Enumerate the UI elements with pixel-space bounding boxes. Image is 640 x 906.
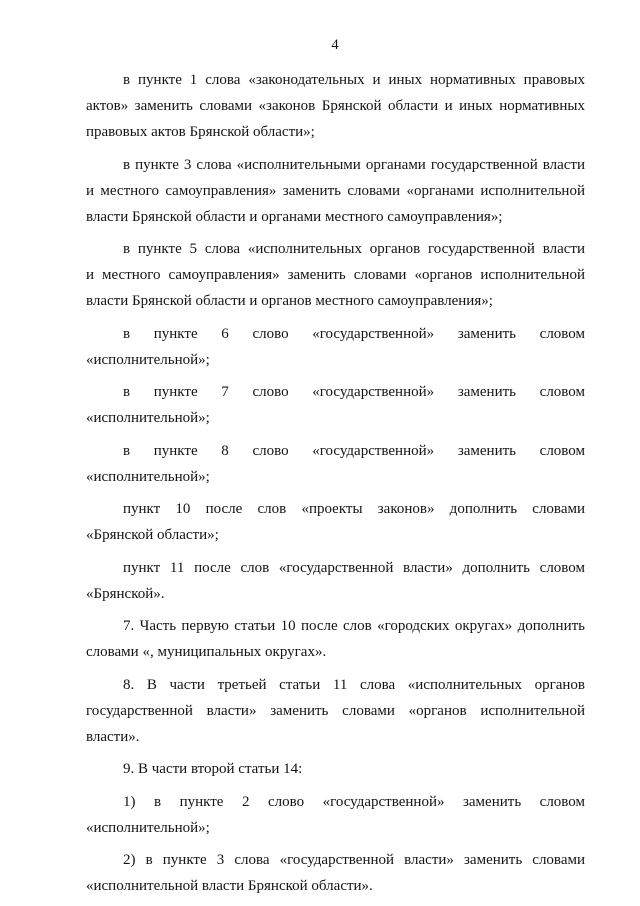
text-line: правовых актов Брянской области»; — [86, 124, 315, 140]
text-line: «исполнительной»; — [86, 410, 210, 426]
text-line: 1) в пункте 2 слово «государственной» заменить словом — [123, 793, 585, 810]
page-number: 4 — [331, 37, 339, 53]
text-line: «Брянской». — [86, 585, 165, 602]
text-line: словами «, муниципальных округах». — [86, 644, 327, 660]
amendment-paragraph — [86, 789, 585, 841]
text-line: актов» заменить словами «законов Брянской области и иных нормативных — [86, 98, 585, 114]
text-line: в пункте 6 слово «государственной» заменить словом — [123, 325, 585, 342]
document-body — [86, 67, 585, 906]
text-line: 8. В части третьей статьи 11 слова «исполнительных органов — [123, 676, 585, 693]
text-line: «Брянской области»; — [86, 527, 219, 543]
text-line: 9. В части второй статьи 14: — [123, 761, 303, 777]
text-line: 2) в пункте 3 слова «государственной власти» заменить словами — [123, 852, 585, 868]
amendment-paragraph — [86, 672, 585, 750]
text-line: «исполнительной власти Брянской области». — [86, 878, 373, 894]
amendment-paragraph — [86, 438, 585, 490]
text-line: и местного самоуправления» заменить словами «органов исполнительной — [86, 267, 585, 283]
text-line: власти Брянской области и органами местного самоуправления»; — [86, 208, 503, 225]
text-line: «исполнительной»; — [86, 819, 210, 836]
amendment-paragraph — [86, 613, 585, 665]
amendment-paragraph — [86, 379, 585, 431]
text-line: «исполнительной»; — [86, 351, 210, 368]
amendment-paragraph — [86, 67, 585, 145]
text-line: «исполнительной»; — [86, 468, 210, 485]
text-line: 7. Часть первую статьи 10 после слов «городских округах» дополнить — [123, 618, 585, 634]
text-line: в пункте 3 слова «исполнительными органами государственной власти — [123, 156, 585, 173]
amendment-paragraph — [86, 236, 585, 314]
amendment-paragraph — [86, 152, 585, 230]
text-line: в пункте 5 слова «исполнительных органов государственной власти — [123, 241, 585, 257]
amendment-paragraph — [86, 321, 585, 373]
amendment-paragraph — [86, 847, 585, 899]
text-line: в пункте 7 слово «государственной» заменить словом — [123, 384, 585, 400]
text-line: и местного самоуправления» заменить словами «органами исполнительной — [86, 182, 585, 199]
text-line: пункт 10 после слов «проекты законов» дополнить словами — [123, 501, 585, 517]
text-line: власти». — [86, 728, 140, 745]
text-line: власти Брянской области и органов местного самоуправления»; — [86, 293, 493, 309]
amendment-paragraph — [86, 496, 585, 548]
text-line: государственной власти» заменить словами «органов исполнительной — [86, 702, 585, 719]
amendment-paragraph — [86, 555, 585, 607]
text-line: пункт 11 после слов «государственной власти» дополнить словом — [123, 559, 585, 576]
text-line: в пункте 1 слова «законодательных и иных нормативных правовых — [123, 72, 585, 88]
text-line: в пункте 8 слово «государственной» заменить словом — [123, 442, 585, 459]
amendment-paragraph — [86, 756, 585, 782]
